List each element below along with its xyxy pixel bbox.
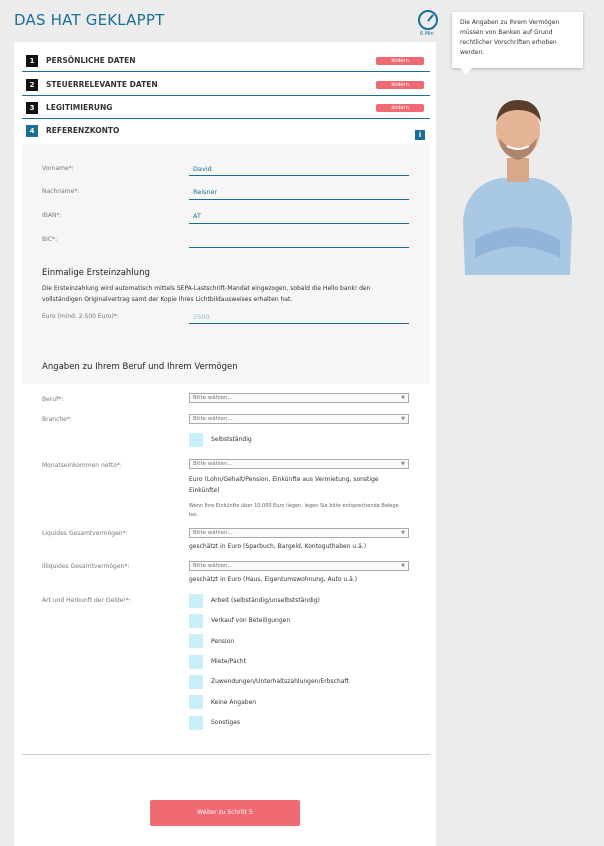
edit-button[interactable]: ändern (376, 104, 424, 112)
herkunft-checkbox[interactable] (189, 695, 203, 709)
bubble-line: werden. (460, 49, 485, 56)
referenzkonto-section (22, 144, 430, 384)
select-value: Bitte wählen... (193, 416, 233, 422)
next-step-button[interactable]: Weiter zu Schritt 5 (150, 800, 300, 826)
illiquide-select[interactable] (189, 561, 409, 571)
step-steuerrelevante-daten (22, 74, 430, 96)
chevron-down-icon: ▼ (401, 461, 405, 467)
step-number: 2 (26, 79, 38, 91)
vorname-underline (189, 175, 409, 176)
selbststaendig-checkbox[interactable] (189, 433, 203, 447)
herkunft-option: Zuwendungen/Unterhaltszahlungen/Erbschaft (211, 678, 349, 685)
bubble-line: müssen von Banken auf Grund (460, 29, 553, 36)
chevron-down-icon: ▼ (401, 395, 405, 401)
beruf-heading: Angaben zu Ihrem Beruf und Ihrem Vermögen (42, 362, 238, 372)
euro-label: Euro (mind. 2.500 Euro)*: (42, 313, 119, 320)
step-number: 4 (26, 125, 38, 137)
step-persoenliche-daten (22, 50, 430, 72)
step-legitimierung (22, 97, 430, 119)
herkunft-label: Art und Herkunft der Gelder*: (42, 597, 131, 604)
branche-select[interactable] (189, 414, 409, 424)
nachname-underline (189, 199, 409, 200)
beruf-label: Beruf*: (42, 396, 64, 403)
herkunft-checkbox[interactable] (189, 716, 203, 730)
euro-underline (189, 323, 409, 324)
beruf-select[interactable] (189, 393, 409, 403)
iban-underline (189, 223, 409, 224)
herkunft-option: Miete/Pacht (211, 658, 247, 665)
herkunft-checkbox[interactable] (189, 614, 203, 628)
info-icon[interactable]: i (415, 130, 425, 140)
liquide-label: Liquides Gesamtvermögen*: (42, 530, 128, 537)
bic-label: BIC*: (42, 236, 58, 243)
vorname-label: Vorname*: (42, 165, 74, 172)
branche-label: Branche*: (42, 416, 72, 423)
clock-icon (418, 10, 438, 30)
select-value: Bitte wählen... (193, 461, 233, 467)
illiquide-note: geschätzt in Euro (Haus, Eigentumswohnung, Auto u.ä.) (189, 576, 358, 583)
chevron-down-icon: ▼ (401, 530, 405, 536)
netto-select[interactable] (189, 459, 409, 469)
euro-input[interactable]: 2500 (193, 313, 210, 321)
edit-button[interactable]: ändern (376, 81, 424, 89)
herkunft-checkbox[interactable] (189, 655, 203, 669)
herkunft-checkbox[interactable] (189, 634, 203, 648)
selbststaendig-label: Selbstständig (211, 436, 252, 443)
timer-label: 6 Min (420, 31, 434, 37)
netto-hint-line-1: Wenn Ihre Einkünfte über 10.000 Euro liegen, legen Sie bitte entsprechende Belege (189, 503, 399, 509)
vorname-field[interactable]: David (193, 165, 212, 173)
bic-underline (189, 247, 409, 248)
iban-label: IBAN*: (42, 212, 62, 219)
chevron-down-icon: ▼ (401, 416, 405, 422)
herkunft-option: Arbeit (selbständig/unselbstständig) (211, 597, 320, 604)
info-speech-bubble (452, 12, 583, 68)
herkunft-option: Pension (211, 638, 235, 645)
step-label: PERSÖNLICHE DATEN (46, 56, 136, 65)
advisor-photo (455, 90, 580, 275)
step-referenzkonto (22, 120, 430, 144)
chevron-down-icon: ▼ (401, 563, 405, 569)
step-number: 1 (26, 55, 38, 67)
step-label: LEGITIMIERUNG (46, 103, 113, 112)
iban-field[interactable]: AT (193, 212, 201, 220)
step-number: 3 (26, 102, 38, 114)
bubble-line: Die Angaben zu Ihrem Vermögen (460, 19, 560, 26)
netto-note-line-2: Einkünfte) (189, 487, 220, 494)
herkunft-option: Sonstiges (211, 719, 241, 726)
liquide-note: geschätzt in Euro (Sparbuch, Bargeld, Kontoguthaben u.ä.) (189, 543, 367, 550)
illiquide-label: Illiquides Gesamtvermögen*: (42, 563, 130, 570)
page-title: DAS HAT GEKLAPPT (14, 11, 165, 29)
liquide-select[interactable] (189, 528, 409, 538)
herkunft-checkbox[interactable] (189, 594, 203, 608)
netto-note-line-1: Euro (Lohn/Gehalt/Pension, Einkünfte aus Vermietung, sonstige (189, 476, 379, 483)
select-value: Bitte wählen... (193, 395, 233, 401)
netto-label: Monatseinkommen netto*: (42, 462, 122, 469)
herkunft-option: Verkauf von Beteiligungen (211, 617, 291, 624)
select-value: Bitte wählen... (193, 563, 233, 569)
step-label: REFERENZKONTO (46, 126, 120, 135)
divider (22, 754, 430, 755)
select-value: Bitte wählen... (193, 530, 233, 536)
herkunft-checkbox[interactable] (189, 675, 203, 689)
ersteinzahlung-text-line-1: Die Ersteinzahlung wird automatisch mittels SEPA-Lastschrift-Mandat eingezogen, sobald die Hello bank! den (42, 285, 371, 292)
bubble-line: rechtlicher Vorschriften erhoben (460, 39, 557, 46)
nachname-field[interactable]: Reisner (193, 188, 218, 196)
herkunft-option: Keine Angaben (211, 699, 257, 706)
step-label: STEUERRELEVANTE DATEN (46, 80, 158, 89)
ersteinzahlung-text-line-2: vollständigen Originalvertrag samt der Kopie Ihres Lichtbildausweises erhalten hat. (42, 296, 293, 303)
edit-button[interactable]: ändern (376, 57, 424, 65)
ersteinzahlung-heading: Einmalige Ersteinzahlung (42, 268, 150, 278)
nachname-label: Nachname*: (42, 188, 80, 195)
netto-hint-line-2: bei. (189, 512, 199, 518)
